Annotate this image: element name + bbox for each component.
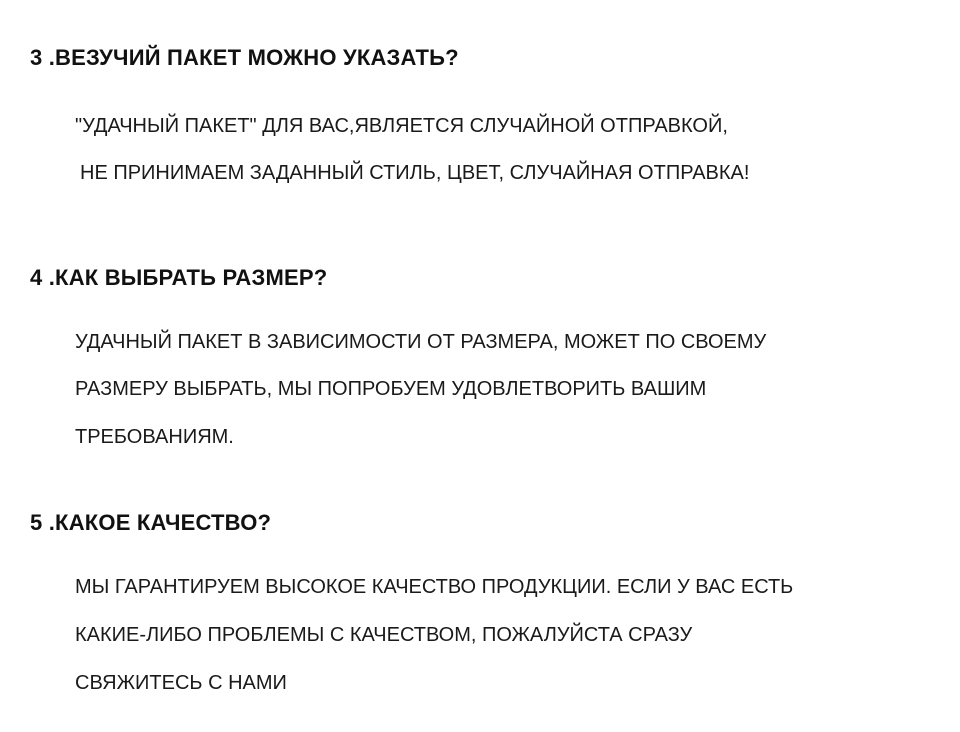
- answer-5-line-1: МЫ ГАРАНТИРУЕМ ВЫСОКОЕ КАЧЕСТВО ПРОДУКЦИИ. ЕСЛИ У ВАС ЕСТЬ: [75, 576, 794, 598]
- question-4-heading: 4 .КАК ВЫБРАТЬ РАЗМЕР?: [30, 265, 328, 290]
- answer-4-line-2: РАЗМЕРУ ВЫБРАТЬ, МЫ ПОПРОБУЕМ УДОВЛЕТВОРИТЬ ВАШИМ: [75, 378, 707, 400]
- answer-3-line-2: НЕ ПРИНИМАЕМ ЗАДАННЫЙ СТИЛЬ, ЦВЕТ, СЛУЧАЙНАЯ ОТПРАВКА!: [80, 162, 750, 184]
- answer-3-line-1: "УДАЧНЫЙ ПАКЕТ" ДЛЯ ВАС,ЯВЛЯЕТСЯ СЛУЧАЙНОЙ ОТПРАВКОЙ,: [75, 115, 728, 137]
- answer-5-line-2: КАКИЕ-ЛИБО ПРОБЛЕМЫ С КАЧЕСТВОМ, ПОЖАЛУЙСТА СРАЗУ: [75, 624, 693, 646]
- answer-4-line-3: ТРЕБОВАНИЯМ.: [75, 426, 234, 448]
- answer-5-line-3: СВЯЖИТЕСЬ С НАМИ: [75, 672, 287, 694]
- answer-4-line-1: УДАЧНЫЙ ПАКЕТ В ЗАВИСИМОСТИ ОТ РАЗМЕРА, МОЖЕТ ПО СВОЕМУ: [75, 331, 767, 353]
- question-5-heading: 5 .КАКОЕ КАЧЕСТВО?: [30, 510, 272, 535]
- question-3-heading: 3 .ВЕЗУЧИЙ ПАКЕТ МОЖНО УКАЗАТЬ?: [30, 45, 459, 70]
